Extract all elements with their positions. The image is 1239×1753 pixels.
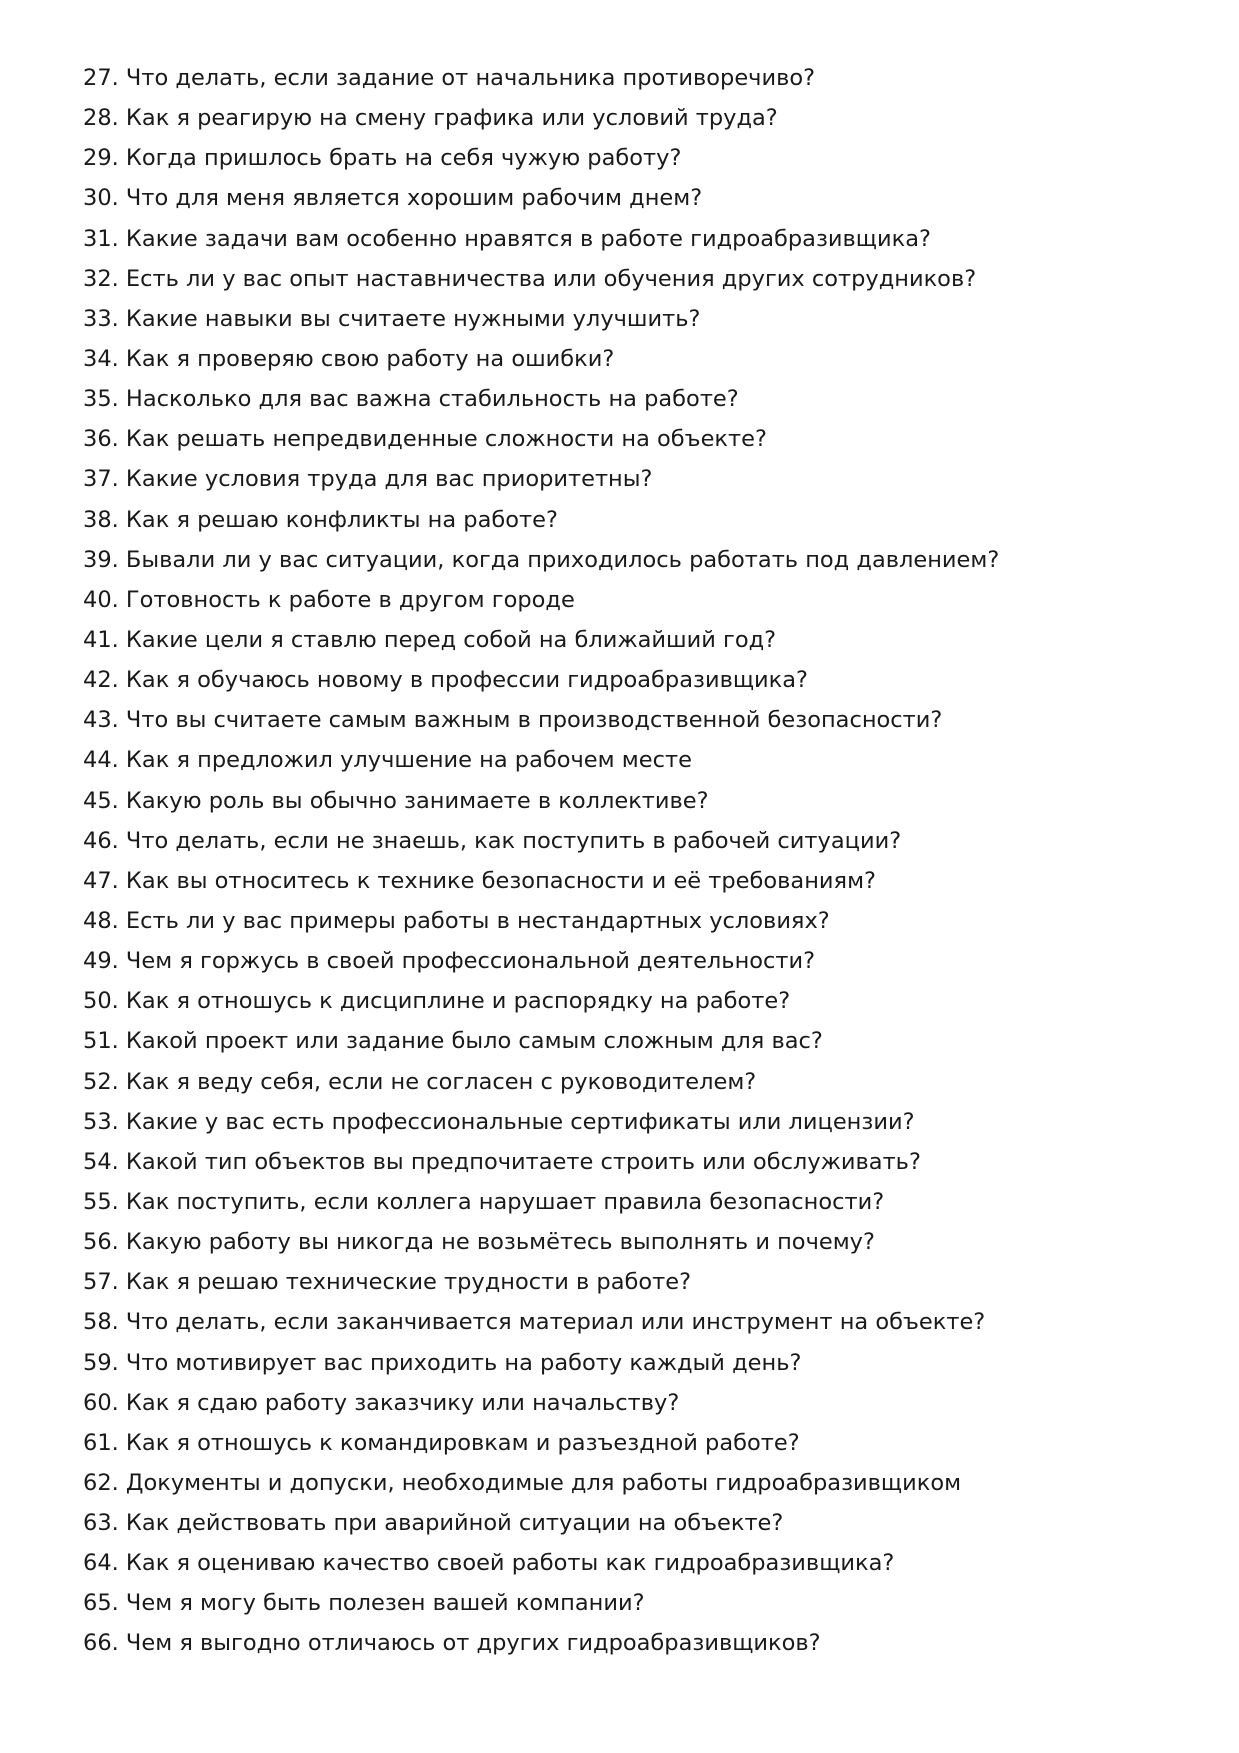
question-item: 48. Есть ли у вас примеры работы в нестандартных условиях? (83, 907, 830, 934)
question-item: 64. Как я оцениваю качество своей работы как гидроабразивщика? (83, 1550, 895, 1577)
question-item: 62. Документы и допуски, необходимые для работы гидроабразивщиком (83, 1469, 962, 1496)
question-item: 47. Как вы относитесь к технике безопасности и её требованиям? (83, 867, 876, 894)
question-item: 58. Что делать, если заканчивается материал или инструмент на объекте? (83, 1309, 986, 1336)
question-item: 45. Какую роль вы обычно занимаете в коллективе? (83, 787, 709, 814)
question-item: 28. Как я реагирую на смену графика или условий труда? (83, 105, 778, 132)
question-item: 41. Какие цели я ставлю перед собой на ближайший год? (83, 626, 777, 653)
question-item: 53. Какие у вас есть профессиональные сертификаты или лицензии? (83, 1108, 915, 1135)
question-item: 50. Как я отношусь к дисциплине и распорядку на работе? (83, 988, 791, 1015)
question-item: 66. Чем я выгодно отличаюсь от других гидроабразивщиков? (83, 1630, 821, 1657)
question-item: 38. Как я решаю конфликты на работе? (83, 506, 558, 533)
question-item: 36. Как решать непредвиденные сложности на объекте? (83, 426, 767, 453)
question-item: 56. Какую работу вы никогда не возьмётесь выполнять и почему? (83, 1229, 875, 1256)
question-item: 57. Как я решаю технические трудности в работе? (83, 1269, 692, 1296)
question-item: 55. Как поступить, если коллега нарушает правила безопасности? (83, 1188, 885, 1215)
question-item: 32. Есть ли у вас опыт наставничества или обучения других сотрудников? (83, 265, 977, 292)
question-list (83, 58, 1183, 1664)
question-item: 52. Как я веду себя, если не согласен с руководителем? (83, 1068, 757, 1095)
question-item: 59. Что мотивирует вас приходить на работу каждый день? (83, 1349, 802, 1376)
question-item: 27. Что делать, если задание от начальника противоречиво? (83, 65, 816, 91)
question-item: 43. Что вы считаете самым важным в производственной безопасности? (83, 707, 943, 734)
question-item: 39. Бывали ли у вас ситуации, когда приходилось работать под давлением? (83, 546, 1000, 573)
question-item: 60. Как я сдаю работу заказчику или начальству? (83, 1389, 680, 1416)
question-item: 30. Что для меня является хорошим рабочим днем? (83, 185, 703, 212)
question-item: 51. Какой проект или задание было самым сложным для вас? (83, 1028, 823, 1055)
question-item: 33. Какие навыки вы считаете нужными улучшить? (83, 305, 701, 332)
question-item: 44. Как я предложил улучшение на рабочем месте (83, 747, 692, 774)
question-item: 54. Какой тип объектов вы предпочитаете строить или обслуживать? (83, 1148, 921, 1175)
question-item: 40. Готовность к работе в другом городе (83, 586, 575, 613)
question-item: 49. Чем я горжусь в своей профессиональной деятельности? (83, 948, 816, 975)
question-item: 46. Что делать, если не знаешь, как поступить в рабочей ситуации? (83, 827, 902, 854)
question-item: 61. Как я отношусь к командировкам и разъездной работе? (83, 1429, 800, 1456)
question-item: 29. Когда пришлось брать на себя чужую работу? (83, 145, 682, 172)
question-item: 31. Какие задачи вам особенно нравятся в работе гидроабразивщика? (83, 225, 931, 252)
question-item: 63. Как действовать при аварийной ситуации на объекте? (83, 1510, 784, 1537)
question-item: 42. Как я обучаюсь новому в профессии гидроабразивщика? (83, 667, 808, 694)
question-item: 65. Чем я могу быть полезен вашей компании? (83, 1590, 645, 1617)
question-item: 34. Как я проверяю свою работу на ошибки? (83, 345, 615, 372)
question-item: 37. Какие условия труда для вас приоритетны? (83, 466, 653, 493)
question-item: 35. Насколько для вас важна стабильность на работе? (83, 386, 739, 413)
